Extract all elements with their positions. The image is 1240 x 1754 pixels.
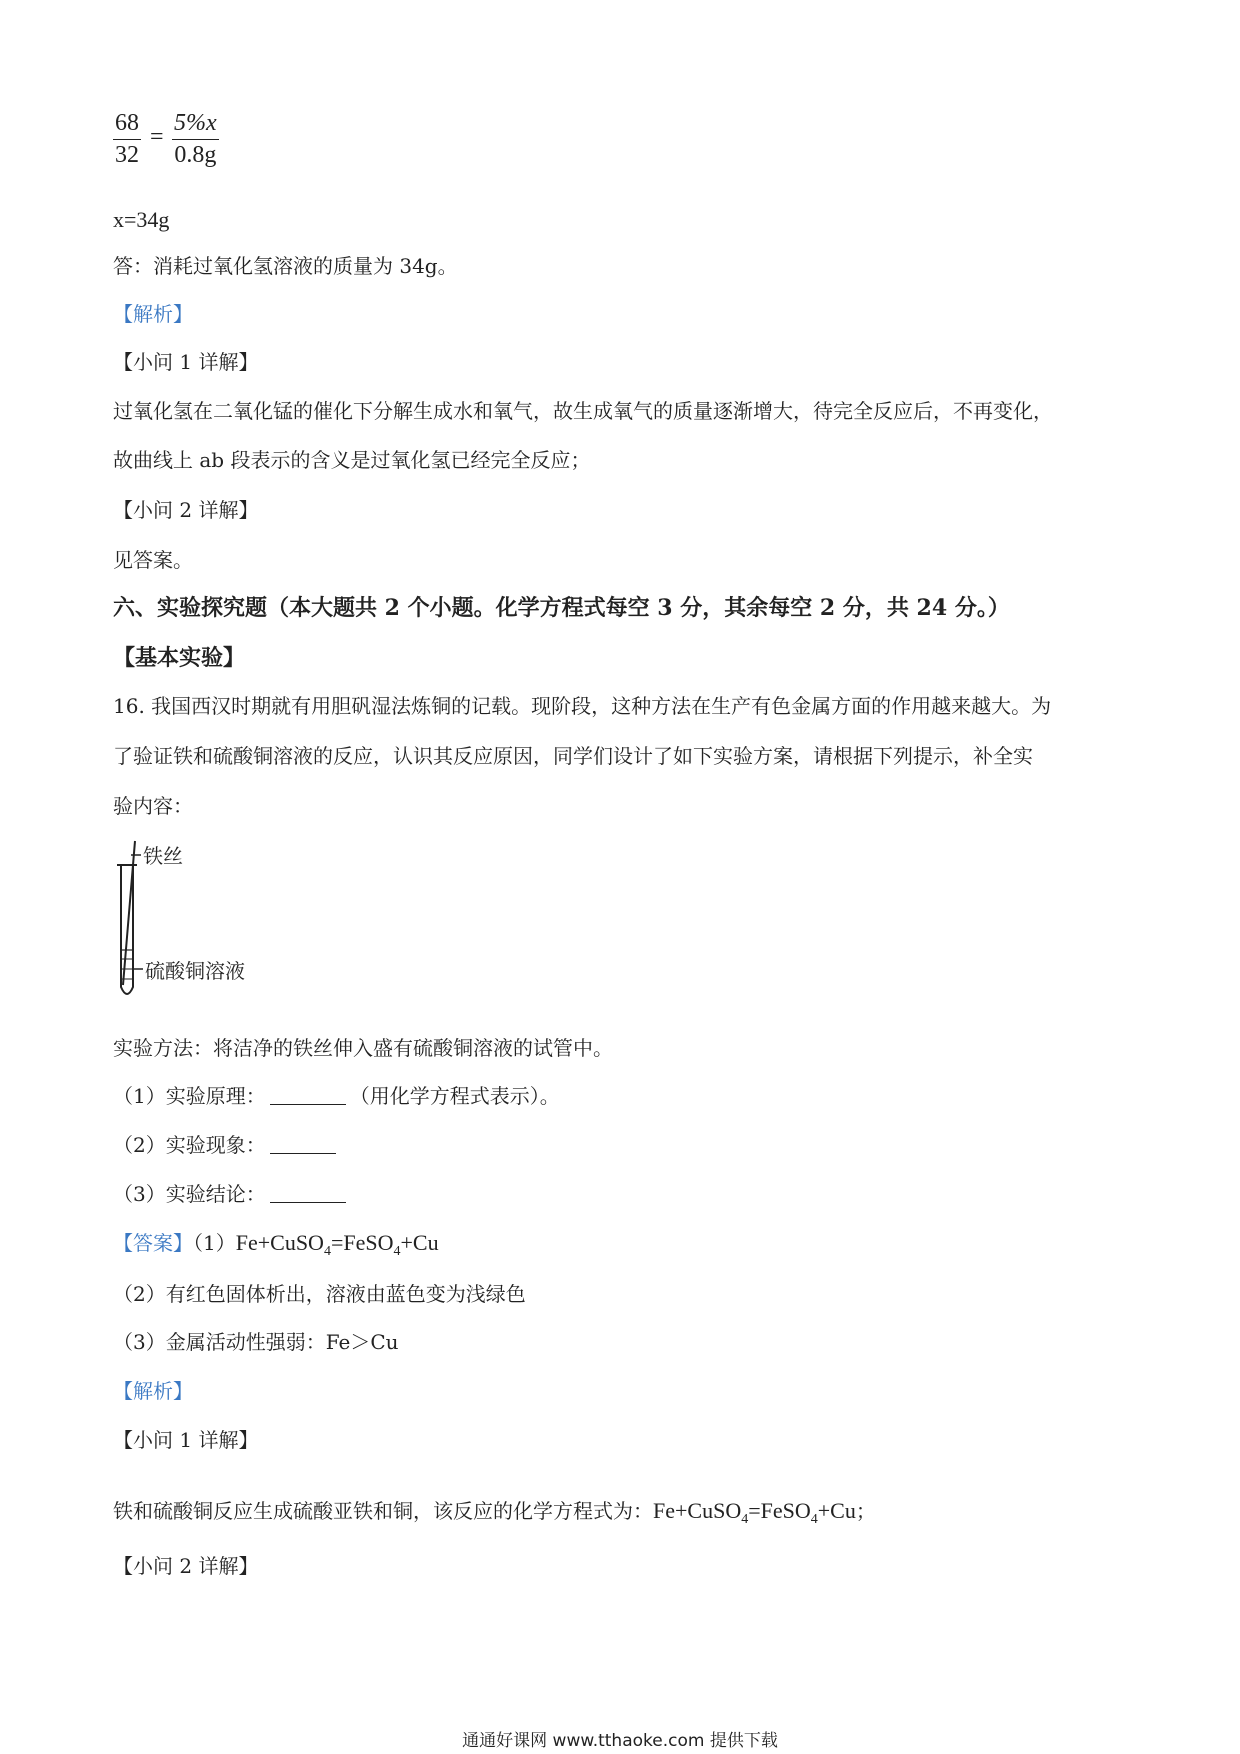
answer-item-3: （3）金属活动性强弱：Fe＞Cu: [113, 1330, 399, 1354]
answer-blank: [270, 1084, 346, 1105]
subquestion-heading: 【小问 1 详解】: [113, 1428, 259, 1452]
subquestion-heading: 【小问 1 详解】: [113, 350, 259, 374]
chemical-equation: Fe+CuSO$_4$=FeSO$_4$+Cu: [653, 1498, 856, 1527]
answer-tag: 【答案】: [113, 1231, 193, 1255]
question-item-2: [113, 1131, 340, 1159]
experiment-method: 实验方法：将洁净的铁丝伸入盛有硫酸铜溶液的试管中。: [113, 1036, 613, 1060]
page-footer: 通通好课网 www.tthaoke.com 提供下载: [462, 1731, 778, 1751]
analysis-equation-line: [113, 1497, 876, 1534]
label-iron-wire: 铁丝: [143, 844, 183, 868]
paragraph-end: ；: [855, 1499, 876, 1523]
test-tube-figure: [113, 835, 283, 1005]
subquestion-heading: 【小问 2 详解】: [113, 1554, 259, 1578]
question-line: 验内容：: [113, 794, 193, 818]
paragraph-line: 见答案。: [113, 548, 193, 572]
section-title: 六、实验探究题（本大题共 2 个小题。化学方程式每空 3 分，其余每空 2 分，共 24 分。）: [113, 595, 1010, 621]
fraction-right: [172, 110, 219, 169]
answer-item-1: [113, 1229, 439, 1266]
fraction-left: [113, 110, 141, 169]
item-prefix: （1）实验原理：: [113, 1084, 266, 1108]
paragraph-line: 故曲线上 ab 段表示的含义是过氧化氢已经完全反应；: [113, 448, 591, 472]
analysis-tag: 【解析】: [113, 302, 193, 326]
chemical-equation: Fe+CuSO$_4$=FeSO$_4$+Cu: [235, 1230, 439, 1259]
question-item-1: [113, 1082, 560, 1110]
fraction-bar: [172, 139, 219, 140]
section-subtitle: 【基本实验】: [113, 645, 246, 671]
item-prefix: （1）: [193, 1231, 236, 1255]
item-suffix: （用化学方程式表示）。: [349, 1084, 560, 1108]
question-line: 了验证铁和硫酸铜溶液的反应，认识其反应原因，同学们设计了如下实验方案，请根据下列提示，补全实: [113, 744, 1033, 768]
item-prefix: （3）实验结论：: [113, 1182, 266, 1206]
item-prefix: （2）实验现象：: [113, 1133, 266, 1157]
equals-sign: =: [150, 124, 164, 150]
subquestion-heading: 【小问 2 详解】: [113, 498, 259, 522]
fraction-numerator: 68: [115, 110, 139, 136]
question-line: 16. 我国西汉时期就有用胆矾湿法炼铜的记载。现阶段，这种方法在生产有色金属方面的作用越来越大。为: [113, 694, 1052, 718]
fraction-numerator: 5%x: [174, 110, 217, 136]
analysis-tag: 【解析】: [113, 1379, 193, 1403]
paragraph-line: 过氧化氢在二氧化锰的催化下分解生成水和氧气，故生成氧气的质量逐渐增大，待完全反应后，不再变化，: [113, 399, 1053, 423]
answer-blank: [270, 1182, 346, 1203]
paragraph-text: 铁和硫酸铜反应生成硫酸亚铁和铜，该反应的化学方程式为：: [113, 1499, 653, 1523]
answer-blank: [270, 1133, 336, 1154]
calc-answer: 答：消耗过氧化氢溶液的质量为 34g。: [113, 254, 458, 278]
fraction-denominator: 32: [115, 142, 139, 168]
fraction-denominator: 0.8g: [174, 142, 217, 168]
calc-result: x=34g: [113, 207, 170, 232]
question-item-3: [113, 1180, 350, 1208]
answer-item-2: （2）有红色固体析出，溶液由蓝色变为浅绿色: [113, 1282, 526, 1306]
label-copper-sulfate: 硫酸铜溶液: [145, 959, 245, 983]
fraction-bar: [113, 139, 141, 140]
